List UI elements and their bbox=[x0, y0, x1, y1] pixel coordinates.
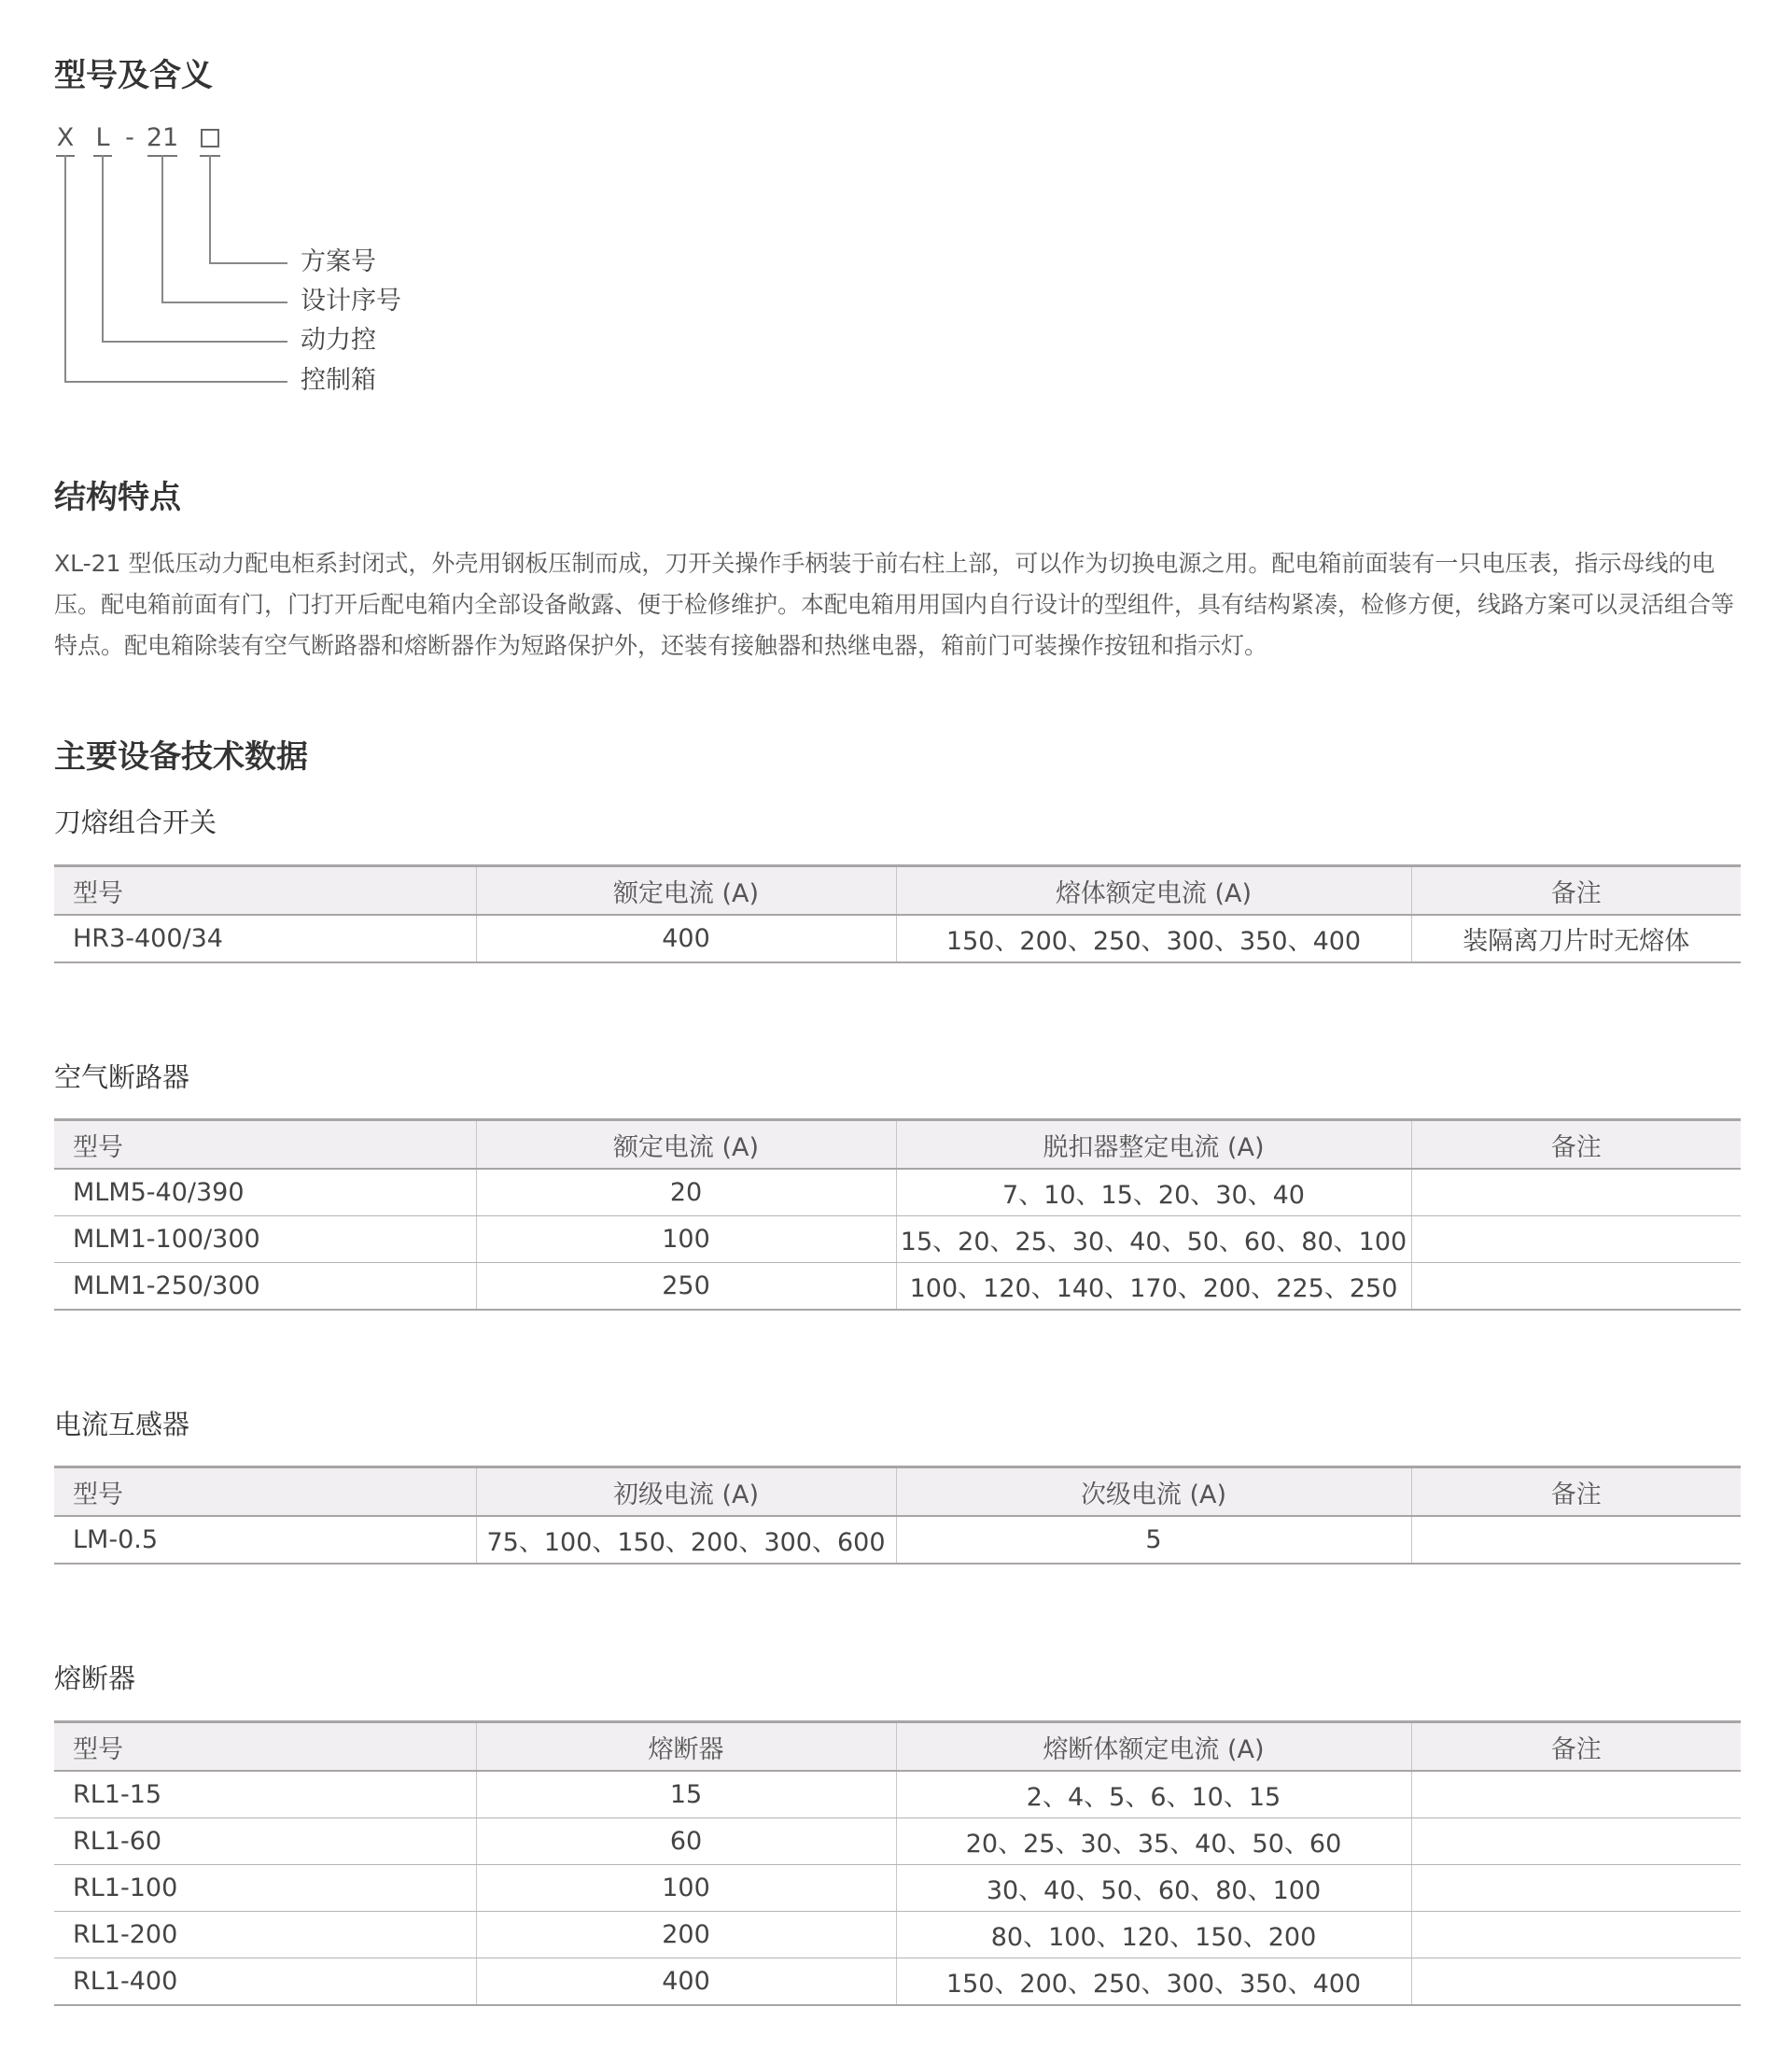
table-header-row bbox=[54, 1120, 1741, 1170]
code-part-dash: - bbox=[125, 123, 134, 152]
table-title-fuse: 熔断器 bbox=[54, 1663, 136, 1694]
table-title-air-breaker: 空气断路器 bbox=[54, 1061, 190, 1093]
cell-model: MLM5-40/390 bbox=[54, 1169, 476, 1216]
table-row bbox=[54, 1958, 1741, 2006]
connector-21-v bbox=[161, 155, 163, 302]
header-remarks: 备注 bbox=[1411, 1722, 1741, 1772]
header-rated-current: 额定电流 (A) bbox=[476, 1120, 896, 1170]
table-row bbox=[54, 1516, 1741, 1564]
table-header-row bbox=[54, 1467, 1741, 1517]
cell-fuse-current: 150、200、250、300、350、400 bbox=[896, 915, 1411, 962]
cell-fuse: 100 bbox=[476, 1865, 896, 1912]
cell-remarks: 装隔离刀片时无熔体 bbox=[1411, 915, 1741, 962]
connector-box-h bbox=[209, 262, 287, 264]
structure-section-title: 结构特点 bbox=[54, 479, 181, 516]
header-model: 型号 bbox=[54, 1722, 476, 1772]
header-fuse-rated-current: 熔体额定电流 (A) bbox=[896, 866, 1411, 916]
cell-remarks bbox=[1411, 1771, 1741, 1818]
code-part-l: L bbox=[95, 123, 110, 152]
cell-rated-current: 250 bbox=[476, 1263, 896, 1311]
cell-trip-current: 15、20、25、30、40、50、60、80、100 bbox=[896, 1216, 1411, 1263]
cell-rated-current: 20 bbox=[476, 1169, 896, 1216]
header-primary-current: 初级电流 (A) bbox=[476, 1467, 896, 1517]
table-header-row bbox=[54, 866, 1741, 916]
legend-design-number: 设计序号 bbox=[301, 287, 401, 316]
header-model: 型号 bbox=[54, 1120, 476, 1170]
header-secondary-current: 次级电流 (A) bbox=[896, 1467, 1411, 1517]
cell-fuse: 60 bbox=[476, 1818, 896, 1865]
cell-secondary-current: 5 bbox=[896, 1516, 1411, 1564]
header-model: 型号 bbox=[54, 866, 476, 916]
cell-primary-current: 75、100、150、200、300、600 bbox=[476, 1516, 896, 1564]
cell-model: RL1-400 bbox=[54, 1958, 476, 2006]
table-row bbox=[54, 1216, 1741, 1263]
structure-paragraph: XL-21 型低压动力配电柜系封闭式，外壳用钢板压制而成，刀开关操作手柄装于前右柱上部，可以作为切换电源之用。配电箱前面装有一只电压表，指示母线的电压。配电箱前面有门，门打开后配电箱内全部设备敞露、便于检修维护。本配电箱用用国内自行设计的型组件，具有结构紧凑，检修方便，线路方案可以灵活组合等特点。配电箱除装有空气断路器和熔断器作为短路保护外，还装有接触器和热继电器，箱前门可装操作按钮和指示灯。 bbox=[54, 550, 1735, 659]
cell-trip-current: 100、120、140、170、200、225、250 bbox=[896, 1263, 1411, 1311]
connector-x-v bbox=[64, 155, 66, 382]
cell-model: RL1-200 bbox=[54, 1912, 476, 1958]
connector-box-v bbox=[209, 155, 211, 263]
connector-21-h bbox=[161, 302, 287, 303]
table-row bbox=[54, 915, 1741, 962]
code-part-21: 21 bbox=[146, 123, 179, 152]
cell-rated-current: 400 bbox=[476, 915, 896, 962]
cell-remarks bbox=[1411, 1516, 1741, 1564]
table-row bbox=[54, 1169, 1741, 1216]
cell-model: HR3-400/34 bbox=[54, 915, 476, 962]
cell-fuse-link-current: 2、4、5、6、10、15 bbox=[896, 1771, 1411, 1818]
connector-x-h bbox=[64, 381, 287, 383]
cell-model: MLM1-100/300 bbox=[54, 1216, 476, 1263]
code-part-x: X bbox=[56, 123, 75, 152]
cell-remarks bbox=[1411, 1263, 1741, 1311]
table-row bbox=[54, 1771, 1741, 1818]
legend-scheme-number: 方案号 bbox=[301, 247, 376, 276]
cell-remarks bbox=[1411, 1958, 1741, 2006]
air-breaker-table bbox=[54, 1118, 1741, 1311]
current-transformer-table bbox=[54, 1466, 1741, 1565]
legend-control-box: 控制箱 bbox=[301, 366, 376, 395]
cell-rated-current: 100 bbox=[476, 1216, 896, 1263]
cell-remarks bbox=[1411, 1216, 1741, 1263]
equipment-section-title: 主要设备技术数据 bbox=[54, 738, 308, 776]
header-remarks: 备注 bbox=[1411, 1467, 1741, 1517]
cell-fuse-link-current: 30、40、50、60、80、100 bbox=[896, 1865, 1411, 1912]
header-rated-current: 额定电流 (A) bbox=[476, 866, 896, 916]
cell-model: LM-0.5 bbox=[54, 1516, 476, 1564]
legend-power-control: 动力控 bbox=[301, 326, 376, 355]
cell-model: RL1-60 bbox=[54, 1818, 476, 1865]
cell-remarks bbox=[1411, 1865, 1741, 1912]
header-remarks: 备注 bbox=[1411, 1120, 1741, 1170]
cell-fuse: 15 bbox=[476, 1771, 896, 1818]
table-row bbox=[54, 1912, 1741, 1958]
header-remarks: 备注 bbox=[1411, 866, 1741, 916]
table-row bbox=[54, 1263, 1741, 1311]
table-header-row bbox=[54, 1722, 1741, 1772]
cell-model: RL1-100 bbox=[54, 1865, 476, 1912]
header-fuse: 熔断器 bbox=[476, 1722, 896, 1772]
cell-remarks bbox=[1411, 1818, 1741, 1865]
cell-fuse-link-current: 80、100、120、150、200 bbox=[896, 1912, 1411, 1958]
table-title-current-transformer: 电流互感器 bbox=[54, 1409, 190, 1440]
table-row bbox=[54, 1865, 1741, 1912]
header-trip-setting-current: 脱扣器整定电流 (A) bbox=[896, 1120, 1411, 1170]
fuse-table bbox=[54, 1720, 1741, 2006]
cell-model: MLM1-250/300 bbox=[54, 1263, 476, 1311]
cell-remarks bbox=[1411, 1169, 1741, 1216]
cell-fuse-link-current: 20、25、30、35、40、50、60 bbox=[896, 1818, 1411, 1865]
header-fuse-link-current: 熔断体额定电流 (A) bbox=[896, 1722, 1411, 1772]
scheme-placeholder-box bbox=[201, 129, 219, 147]
cell-fuse-link-current: 150、200、250、300、350、400 bbox=[896, 1958, 1411, 2006]
header-model: 型号 bbox=[54, 1467, 476, 1517]
cell-fuse: 200 bbox=[476, 1912, 896, 1958]
connector-l-v bbox=[102, 155, 104, 342]
cell-remarks bbox=[1411, 1912, 1741, 1958]
knife-fuse-switch-table bbox=[54, 864, 1741, 963]
cell-trip-current: 7、10、15、20、30、40 bbox=[896, 1169, 1411, 1216]
cell-fuse: 400 bbox=[476, 1958, 896, 2006]
cell-model: RL1-15 bbox=[54, 1771, 476, 1818]
table-title-knife-fuse-switch: 刀熔组合开关 bbox=[54, 807, 217, 838]
model-section-title: 型号及含义 bbox=[54, 57, 213, 94]
table-row bbox=[54, 1818, 1741, 1865]
connector-l-h bbox=[102, 341, 287, 343]
